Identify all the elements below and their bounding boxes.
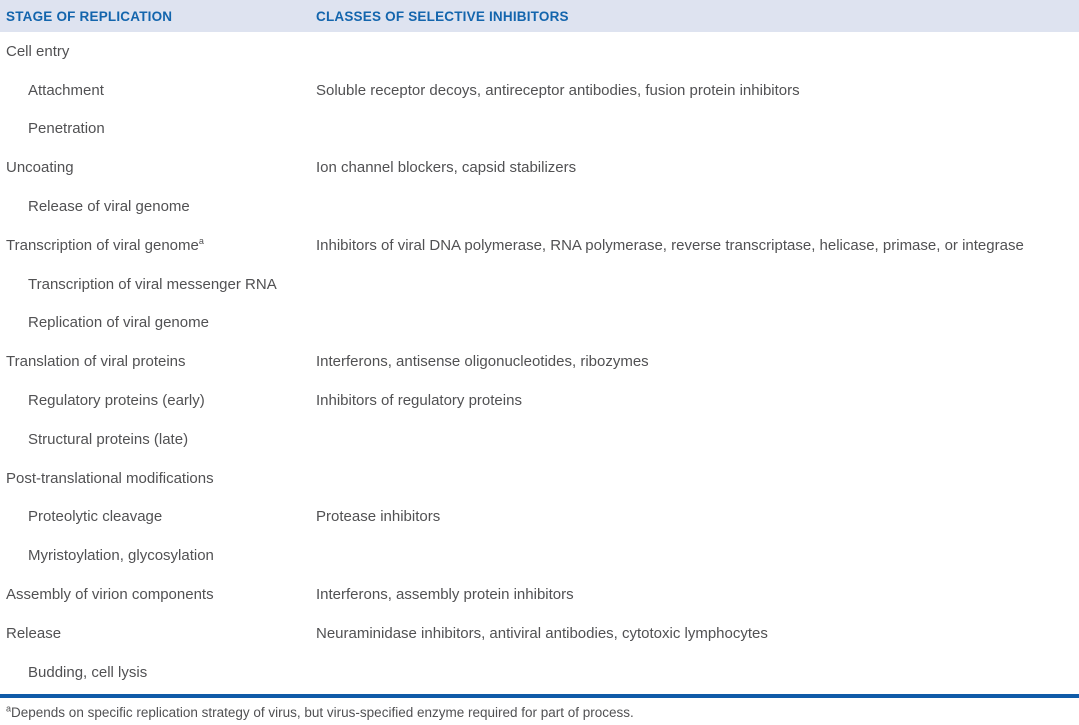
stage-cell: [0, 470, 316, 487]
table-body: [0, 32, 1079, 692]
stage-cell: [0, 625, 316, 642]
table-row: [0, 459, 1079, 498]
table-row: [0, 110, 1079, 149]
stage-cell: [0, 664, 316, 681]
table-row: [0, 265, 1079, 304]
stage-cell: [0, 586, 316, 603]
inhibitors-cell: Neuraminidase inhibitors, antiviral antibodies, cytotoxic lymphocytes: [316, 624, 768, 642]
stage-text: Translation of viral proteins: [6, 353, 186, 371]
table-row: [0, 381, 1079, 420]
table-row: [0, 420, 1079, 459]
inhibitors-cell: Soluble receptor decoys, antireceptor antibodies, fusion protein inhibitors: [316, 81, 800, 99]
stage-text: Regulatory proteins (early): [28, 392, 205, 410]
stage-text: Uncoating: [6, 159, 74, 177]
stage-text: Proteolytic cleavage: [28, 508, 163, 526]
table-header-row: [0, 0, 1079, 32]
table-header-inhibitors: CLASSES OF SELECTIVE INHIBITORS: [316, 8, 569, 24]
stage-text: Release: [6, 624, 62, 642]
table-row: [0, 148, 1079, 187]
stage-cell: [0, 547, 316, 564]
stage-text: Release of viral genome: [28, 198, 190, 216]
inhibitors-cell: Interferons, antisense oligonucleotides, ribozymes: [316, 353, 649, 371]
table-row: [0, 187, 1079, 226]
table-row: [0, 342, 1079, 381]
stage-text: Structural proteins (late): [28, 430, 189, 448]
stage-text: Assembly of virion components: [6, 586, 214, 604]
stage-cell: [0, 43, 316, 60]
inhibitors-cell: Protease inhibitors: [316, 508, 441, 526]
stage-cell: [0, 508, 316, 525]
stage-text: Post-translational modifications: [6, 469, 214, 487]
table-row: [0, 653, 1079, 692]
table-row: [0, 32, 1079, 71]
table-row: [0, 614, 1079, 653]
stage-sup: a: [198, 235, 204, 246]
stage-cell: [0, 431, 316, 448]
bottom-rule: [0, 694, 1079, 698]
table-row: [0, 226, 1079, 265]
inhibitors-cell: Inhibitors of viral DNA polymerase, RNA polymerase, reverse transcriptase, helicase, primase, or integrase: [316, 236, 1024, 254]
stage-cell: [0, 82, 316, 99]
footnote: [0, 705, 1079, 720]
stage-cell: [0, 198, 316, 215]
stage-text: Transcription of viral messenger RNA: [28, 275, 277, 293]
stage-cell: [0, 120, 316, 137]
footnote-marker: a: [6, 703, 12, 714]
stage-cell: [0, 314, 316, 331]
stage-cell: [0, 353, 316, 370]
stage-cell: [0, 392, 316, 409]
table-header-stage: STAGE OF REPLICATION: [6, 8, 173, 24]
stage-text: Replication of viral genome: [28, 314, 209, 332]
stage-cell: [0, 237, 316, 254]
table-row: [0, 304, 1079, 343]
footnote-text: Depends on specific replication strategy of virus, but virus-specified enzyme required for part of process.: [11, 704, 634, 720]
table-row: [0, 498, 1079, 537]
table-row: [0, 71, 1079, 110]
stage-text: Myristoylation, glycosylation: [28, 547, 214, 565]
table-row: [0, 575, 1079, 614]
table-row: [0, 536, 1079, 575]
stage-text: Budding, cell lysis: [28, 663, 148, 681]
stage-text: Attachment: [28, 81, 104, 99]
stage-text: Penetration: [28, 120, 105, 138]
stage-cell: [0, 276, 316, 293]
stage-text: Cell entry: [6, 42, 70, 60]
inhibitors-cell: Ion channel blockers, capsid stabilizers: [316, 159, 577, 177]
inhibitors-cell: Interferons, assembly protein inhibitors: [316, 586, 574, 604]
inhibitors-cell: Inhibitors of regulatory proteins: [316, 392, 522, 410]
stage-cell: [0, 159, 316, 176]
stage-text: Transcription of viral genome: [6, 236, 199, 254]
